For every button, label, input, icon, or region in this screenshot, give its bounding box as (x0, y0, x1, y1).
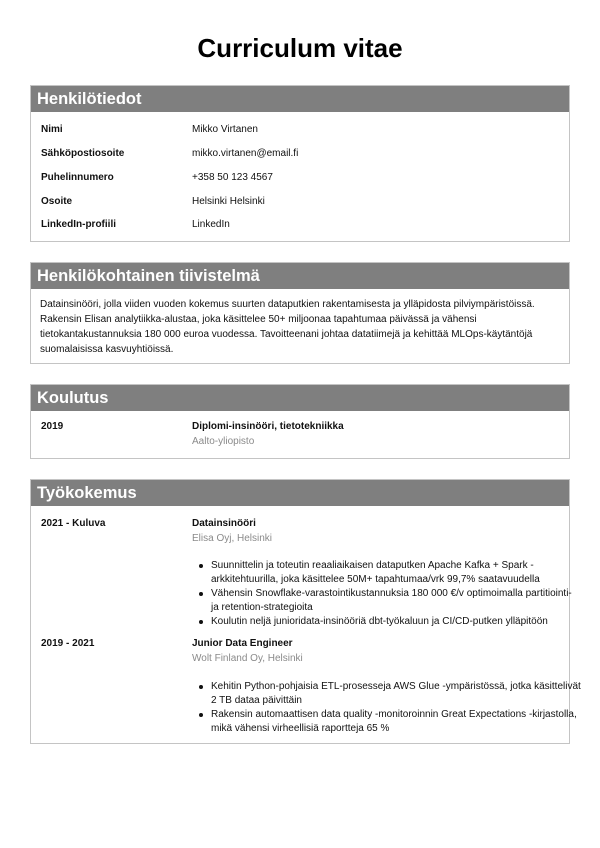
summary-section (30, 262, 570, 364)
summary-text: Datainsinööri, jolla viiden vuoden kokemus suurten dataputkien rakentamisesta ja ylläpidosta pilviympäristöissä. Rakensin Elisan analytiikka-alustaa, joka käsittelee 50+ miljoonaa tapahtumaa päivässä ja vähensi tietokantakustannuksia 180 000 euroa vuodessa. Tavoitteenani johtaa datatiimejä ja kehittää MLOps-käytäntöjä suomalaisissa kasvuyhtiöissä. (40, 299, 535, 355)
page-title: Curriculum vitae (197, 33, 403, 63)
info-label: Nimi (41, 124, 63, 135)
bullet-list (194, 680, 581, 736)
email-value[interactable]: mikko.virtanen@email.fi (192, 148, 299, 159)
info-value: Mikko Virtanen (192, 124, 258, 135)
entry-title: Datainsinööri (192, 518, 256, 529)
experience-section (30, 479, 581, 744)
list-item: Suunnittelin ja toteutin reaaliaikaisen dataputken Apache Kafka + Spark -arkkitehtuurilla, joka käsittelee 50M+ tapahtumaa/vrk 99,7% saatavuudella (211, 559, 581, 587)
list-item: Rakensin automaattisen data quality -monitoroinnin Great Expectations -kirjastolla, mikä vähensi virheellisiä raportteja 65 % (211, 708, 581, 736)
section-heading: Henkilötiedot (31, 86, 569, 112)
entry-subtitle: Elisa Oyj, Helsinki (192, 533, 273, 544)
entry-date: 2021 - Kuluva (41, 518, 106, 529)
linkedin-link[interactable]: LinkedIn (192, 219, 230, 230)
entry-title: Diplomi-insinööri, tietotekniikka (192, 421, 344, 432)
personal-info-section (30, 85, 570, 242)
bullet-list (194, 559, 581, 629)
info-label: LinkedIn-profiili (41, 219, 116, 230)
entry-subtitle: Aalto-yliopisto (192, 436, 255, 447)
list-item: Koulutin neljä junioridata-insinööriä dbt-työkaluun ja CI/CD-putken ylläpitöön (211, 615, 581, 629)
section-heading: Koulutus (31, 385, 569, 411)
info-label: Puhelinnumero (41, 172, 114, 183)
section-heading: Henkilökohtainen tiivistelmä (31, 263, 569, 289)
section-heading: Työkokemus (31, 480, 569, 506)
info-label: Osoite (41, 196, 73, 207)
list-item: Vähensin Snowflake-varastointikustannuksia 180 000 €/v optimoimalla partitiointi- ja retention-strategioita (211, 587, 581, 615)
info-value: +358 50 123 4567 (192, 172, 273, 183)
education-section (30, 384, 570, 459)
entry-title: Junior Data Engineer (192, 638, 293, 649)
entry-date: 2019 - 2021 (41, 638, 95, 649)
entry-date: 2019 (41, 421, 64, 432)
info-value: Helsinki Helsinki (192, 196, 265, 207)
info-label: Sähköpostiosoite (41, 148, 125, 159)
entry-subtitle: Wolt Finland Oy, Helsinki (192, 653, 303, 664)
list-item: Kehitin Python-pohjaisia ETL-prosesseja AWS Glue -ympäristössä, jotka käsittelivät 2 TB dataa päivittäin (211, 681, 581, 706)
